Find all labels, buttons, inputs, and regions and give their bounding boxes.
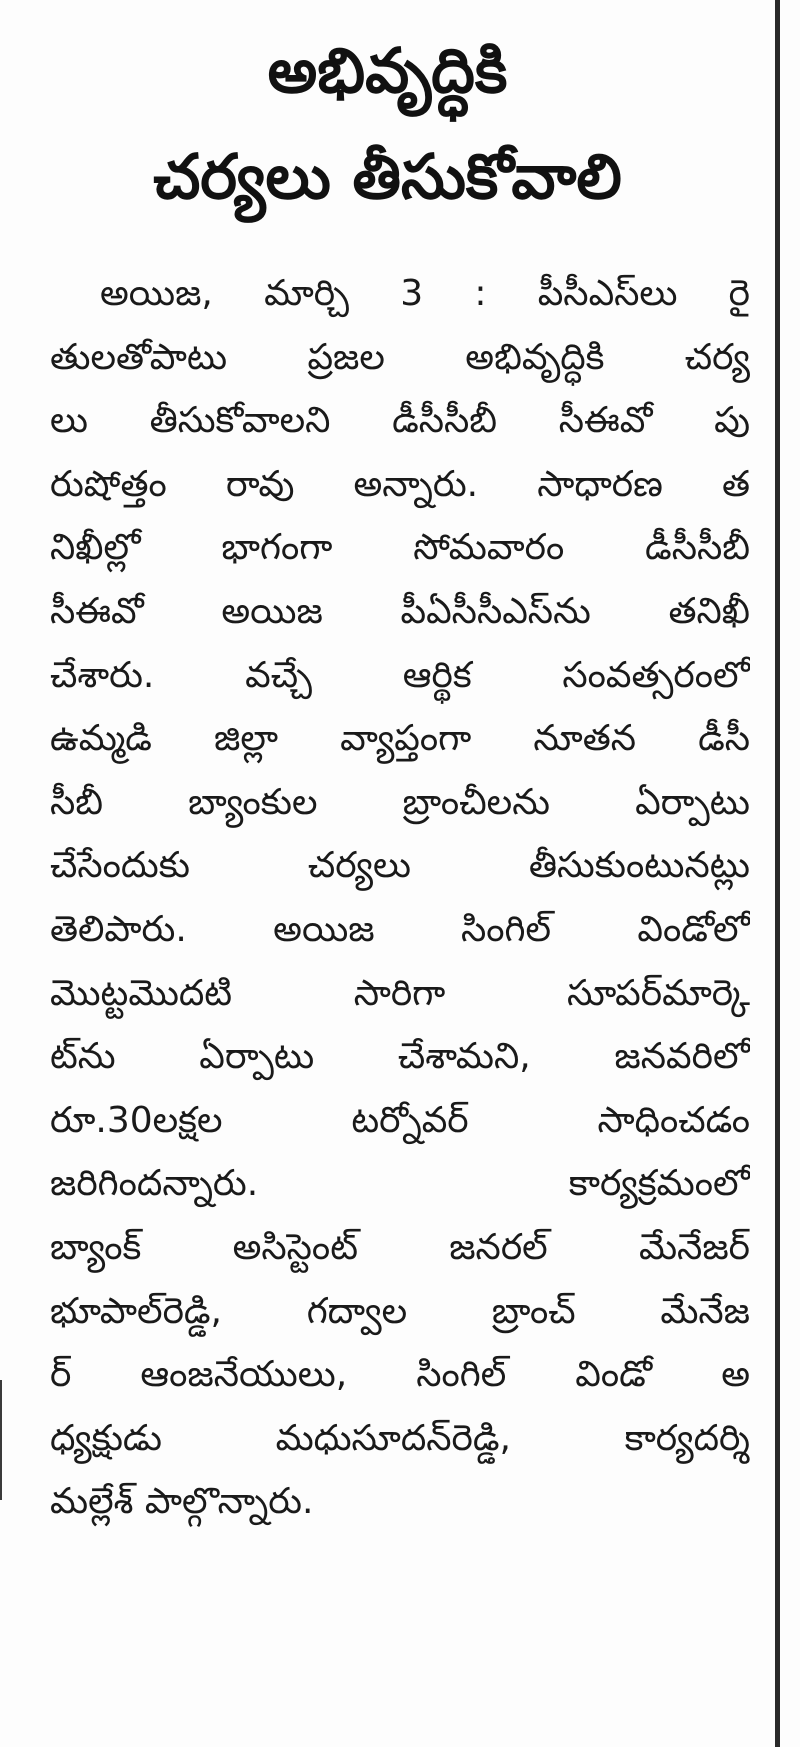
body-line: అయిజ, మార్చి 3 : పీసీఎస్‌లు రై [100, 273, 750, 314]
headline-line-1: అభివృద్ధికి [267, 34, 508, 107]
adjacent-column-fragment [0, 1380, 2, 1500]
body-line: తులతోపాటు ప్రజల అభివృద్ధికి చర్య [50, 336, 750, 378]
column-divider [775, 0, 780, 1747]
body-line: లు తీసుకోవాలని డీసీసీబీ సీఈవో పు [50, 400, 750, 442]
body-line: ట్‌ను ఏర్పాటు చేశామని, జనవరిలో [50, 1036, 750, 1078]
body-line: చేసేందుకు చర్యలు తీసుకుంటునట్లు [50, 845, 750, 887]
body-line: నిఖీల్లో భాగంగా సోమవారం డీసీసీబీ [50, 527, 750, 569]
body-line: తెలిపారు. అయిజ సింగిల్ విండోలో [50, 908, 750, 950]
body-line: బ్యాంక్ అసిస్టెంట్ జనరల్ మేనేజర్ [50, 1226, 750, 1268]
body-line: చేశారు. వచ్చే ఆర్థిక సంవత్సరంలో [50, 654, 750, 696]
article-body [50, 262, 750, 1534]
body-line: సీబీ బ్యాంకుల బ్రాంచీలను ఏర్పాటు [50, 781, 750, 823]
body-line: ర్ ఆంజనేయులు, సింగిల్ విండో అ [50, 1354, 750, 1396]
body-line: రూ.30లక్షల టర్నోవర్ సాధించడం [50, 1099, 750, 1141]
body-line: జరిగిందన్నారు. కార్యక్రమంలో [50, 1163, 750, 1205]
headline [20, 18, 755, 230]
body-line: భూపాల్‌రెడ్డి, గద్వాల బ్రాంచ్ మేనేజ [50, 1290, 750, 1332]
body-line: మొట్టమొదటి సారిగా సూపర్‌మార్కె [50, 972, 750, 1014]
body-line: ఉమ్మడి జిల్లా వ్యాప్తంగా నూతన డీసీ [50, 718, 750, 760]
headline-line-2: చర్యలు తీసుకోవాలి [153, 140, 622, 213]
body-line: రుషోత్తం రావు అన్నారు. సాధారణ త [50, 463, 750, 505]
body-line: సీఈవో అయిజ పీఏసీసీఎస్‌ను తనిఖీ [50, 590, 750, 632]
body-line: ధ్యక్షుడు మధుసూదన్‌రెడ్డి, కార్యదర్శి [50, 1417, 750, 1459]
body-line: మల్లేశ్ పాల్గొన్నారు. [50, 1481, 314, 1523]
